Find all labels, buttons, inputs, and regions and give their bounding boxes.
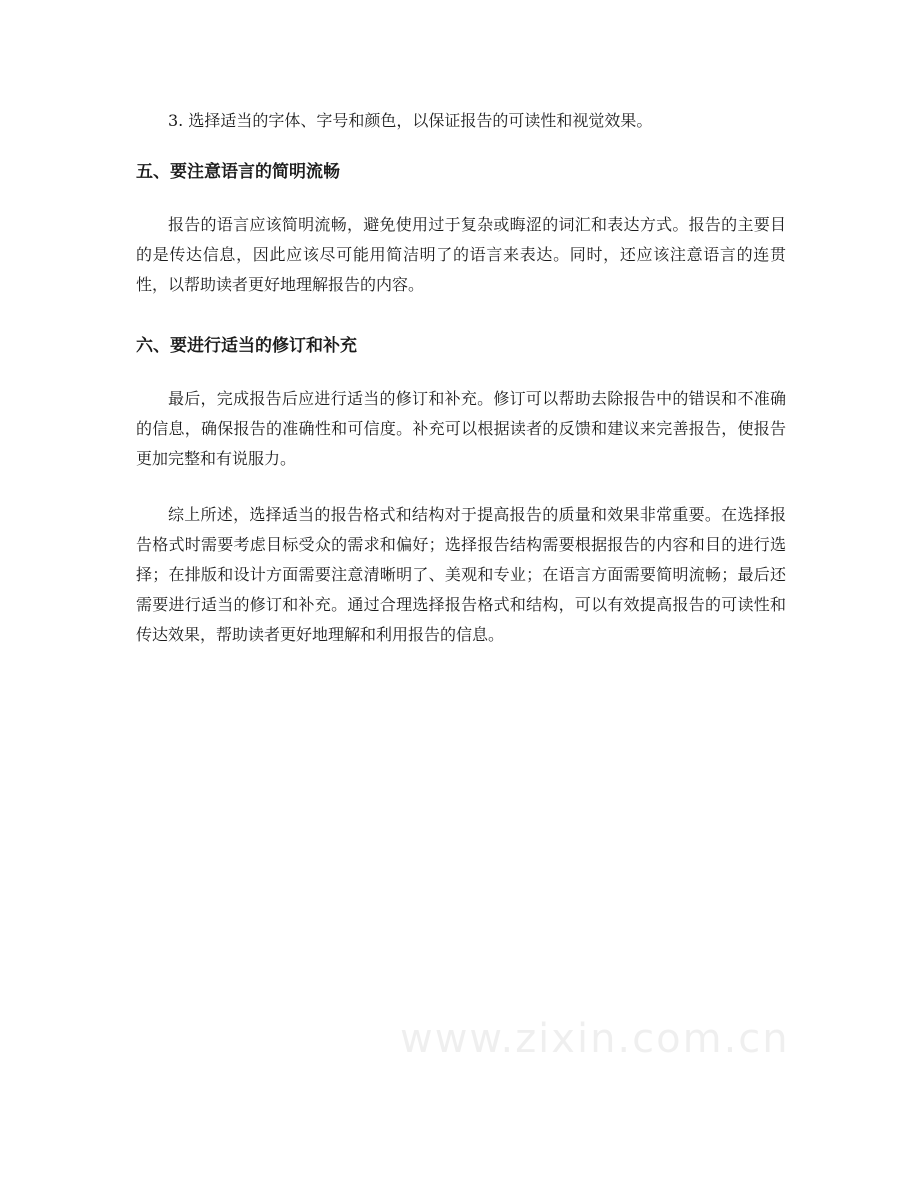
section-heading-5: 五、要注意语言的简明流畅 [136,162,340,182]
conclusion-paragraph: 综上所述，选择适当的报告格式和结构对于提高报告的质量和效果非常重要。在选择报告格式时需要考虑目标受众的需求和偏好；选择报告结构需要根据报告的内容和目的进行选择；在排版和设计方面需要注意清晰明了、美观和专业；在语言方面需要简明流畅；最后还需要进行适当的修订和补充。通过合理选择报告格式和结构，可以有效提高报告的可读性和传达效果，帮助读者更好地理解和利用报告的信息。 [136,505,786,644]
watermark: www.zixin.com.cn [400,1016,790,1062]
section-heading-6: 六、要进行适当的修订和补充 [136,336,357,356]
section-body-6: 最后，完成报告后应进行适当的修订和补充。修订可以帮助去除报告中的错误和不准确的信息，确保报告的准确性和可信度。补充可以根据读者的反馈和建议来完善报告，使报告更加完整和有说服力。 [136,389,786,468]
section-body-5: 报告的语言应该简明流畅，避免使用过于复杂或晦涩的词汇和表达方式。报告的主要目的是传达信息，因此应该尽可能用简洁明了的语言来表达。同时，还应该注意语言的连贯性，以帮助读者更好地理解报告的内容。 [136,215,786,294]
list-item-3: 3. 选择适当的字体、字号和颜色，以保证报告的可读性和视觉效果。 [168,111,653,130]
